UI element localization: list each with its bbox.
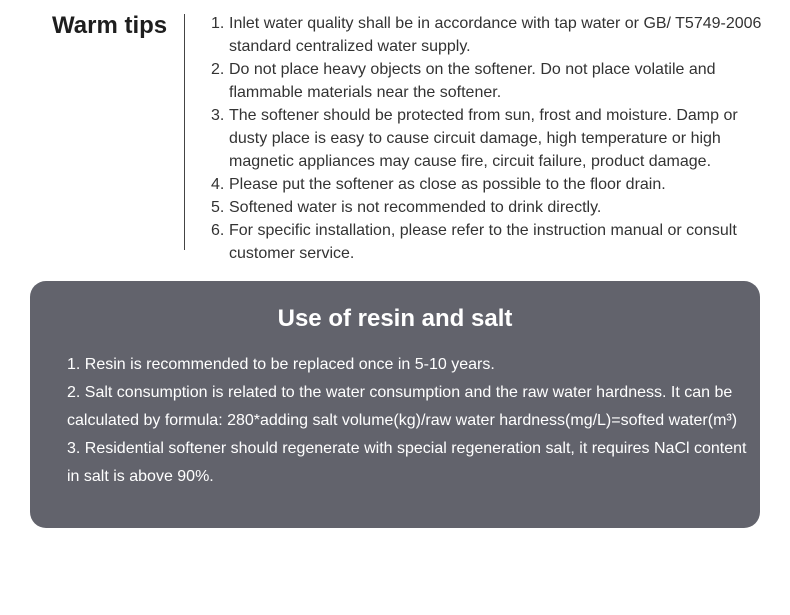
resin-paragraph-3: 3. Residential softener should regenerate with special regeneration salt, it requires NaCl content in salt is above 90%. <box>67 440 747 485</box>
warm-tips-list <box>211 12 771 265</box>
tip-item-2 <box>211 58 771 104</box>
tip-text: Inlet water quality shall be in accordance with tap water or GB/ T5749-2006 standard centralized water supply. <box>229 15 762 55</box>
tip-item-3 <box>211 104 771 173</box>
tip-text: Do not place heavy objects on the softener. Do not place volatile and flammable materials near the softener. <box>229 61 716 101</box>
tip-number: 1. <box>211 15 225 32</box>
resin-paragraph-2: 2. Salt consumption is related to the water consumption and the raw water hardness. It can be calculated by formula: 280*adding salt volume(kg)/raw water hardness(mg/L)=softed water(m³) <box>67 384 738 429</box>
tip-number: 5. <box>211 199 225 216</box>
tip-text: Please put the softener as close as possible to the floor drain. <box>229 176 666 193</box>
resin-salt-title: Use of resin and salt <box>277 305 513 332</box>
tip-item-6 <box>211 219 771 265</box>
tip-item-5 <box>211 196 771 219</box>
tip-number: 4. <box>211 176 225 193</box>
tip-text: For specific installation, please refer to the instruction manual or consult customer service. <box>229 222 737 262</box>
resin-salt-body <box>67 351 757 491</box>
tip-number: 3. <box>211 107 225 124</box>
tip-item-4 <box>211 173 771 196</box>
tip-number: 2. <box>211 61 225 78</box>
resin-paragraph-1: 1. Resin is recommended to be replaced once in 5-10 years. <box>67 356 495 373</box>
warm-tips-title: Warm tips <box>52 12 168 39</box>
tip-text: Softened water is not recommended to drink directly. <box>229 199 602 216</box>
resin-salt-card <box>30 281 760 528</box>
tips-divider <box>184 14 185 250</box>
tip-number: 6. <box>211 222 225 239</box>
tip-item-1 <box>211 12 771 58</box>
tip-text: The softener should be protected from sun, frost and moisture. Damp or dusty place is easy to cause circuit damage, high temperature or high magnetic appliances may cause fire, circuit failure, product damage. <box>229 107 738 170</box>
